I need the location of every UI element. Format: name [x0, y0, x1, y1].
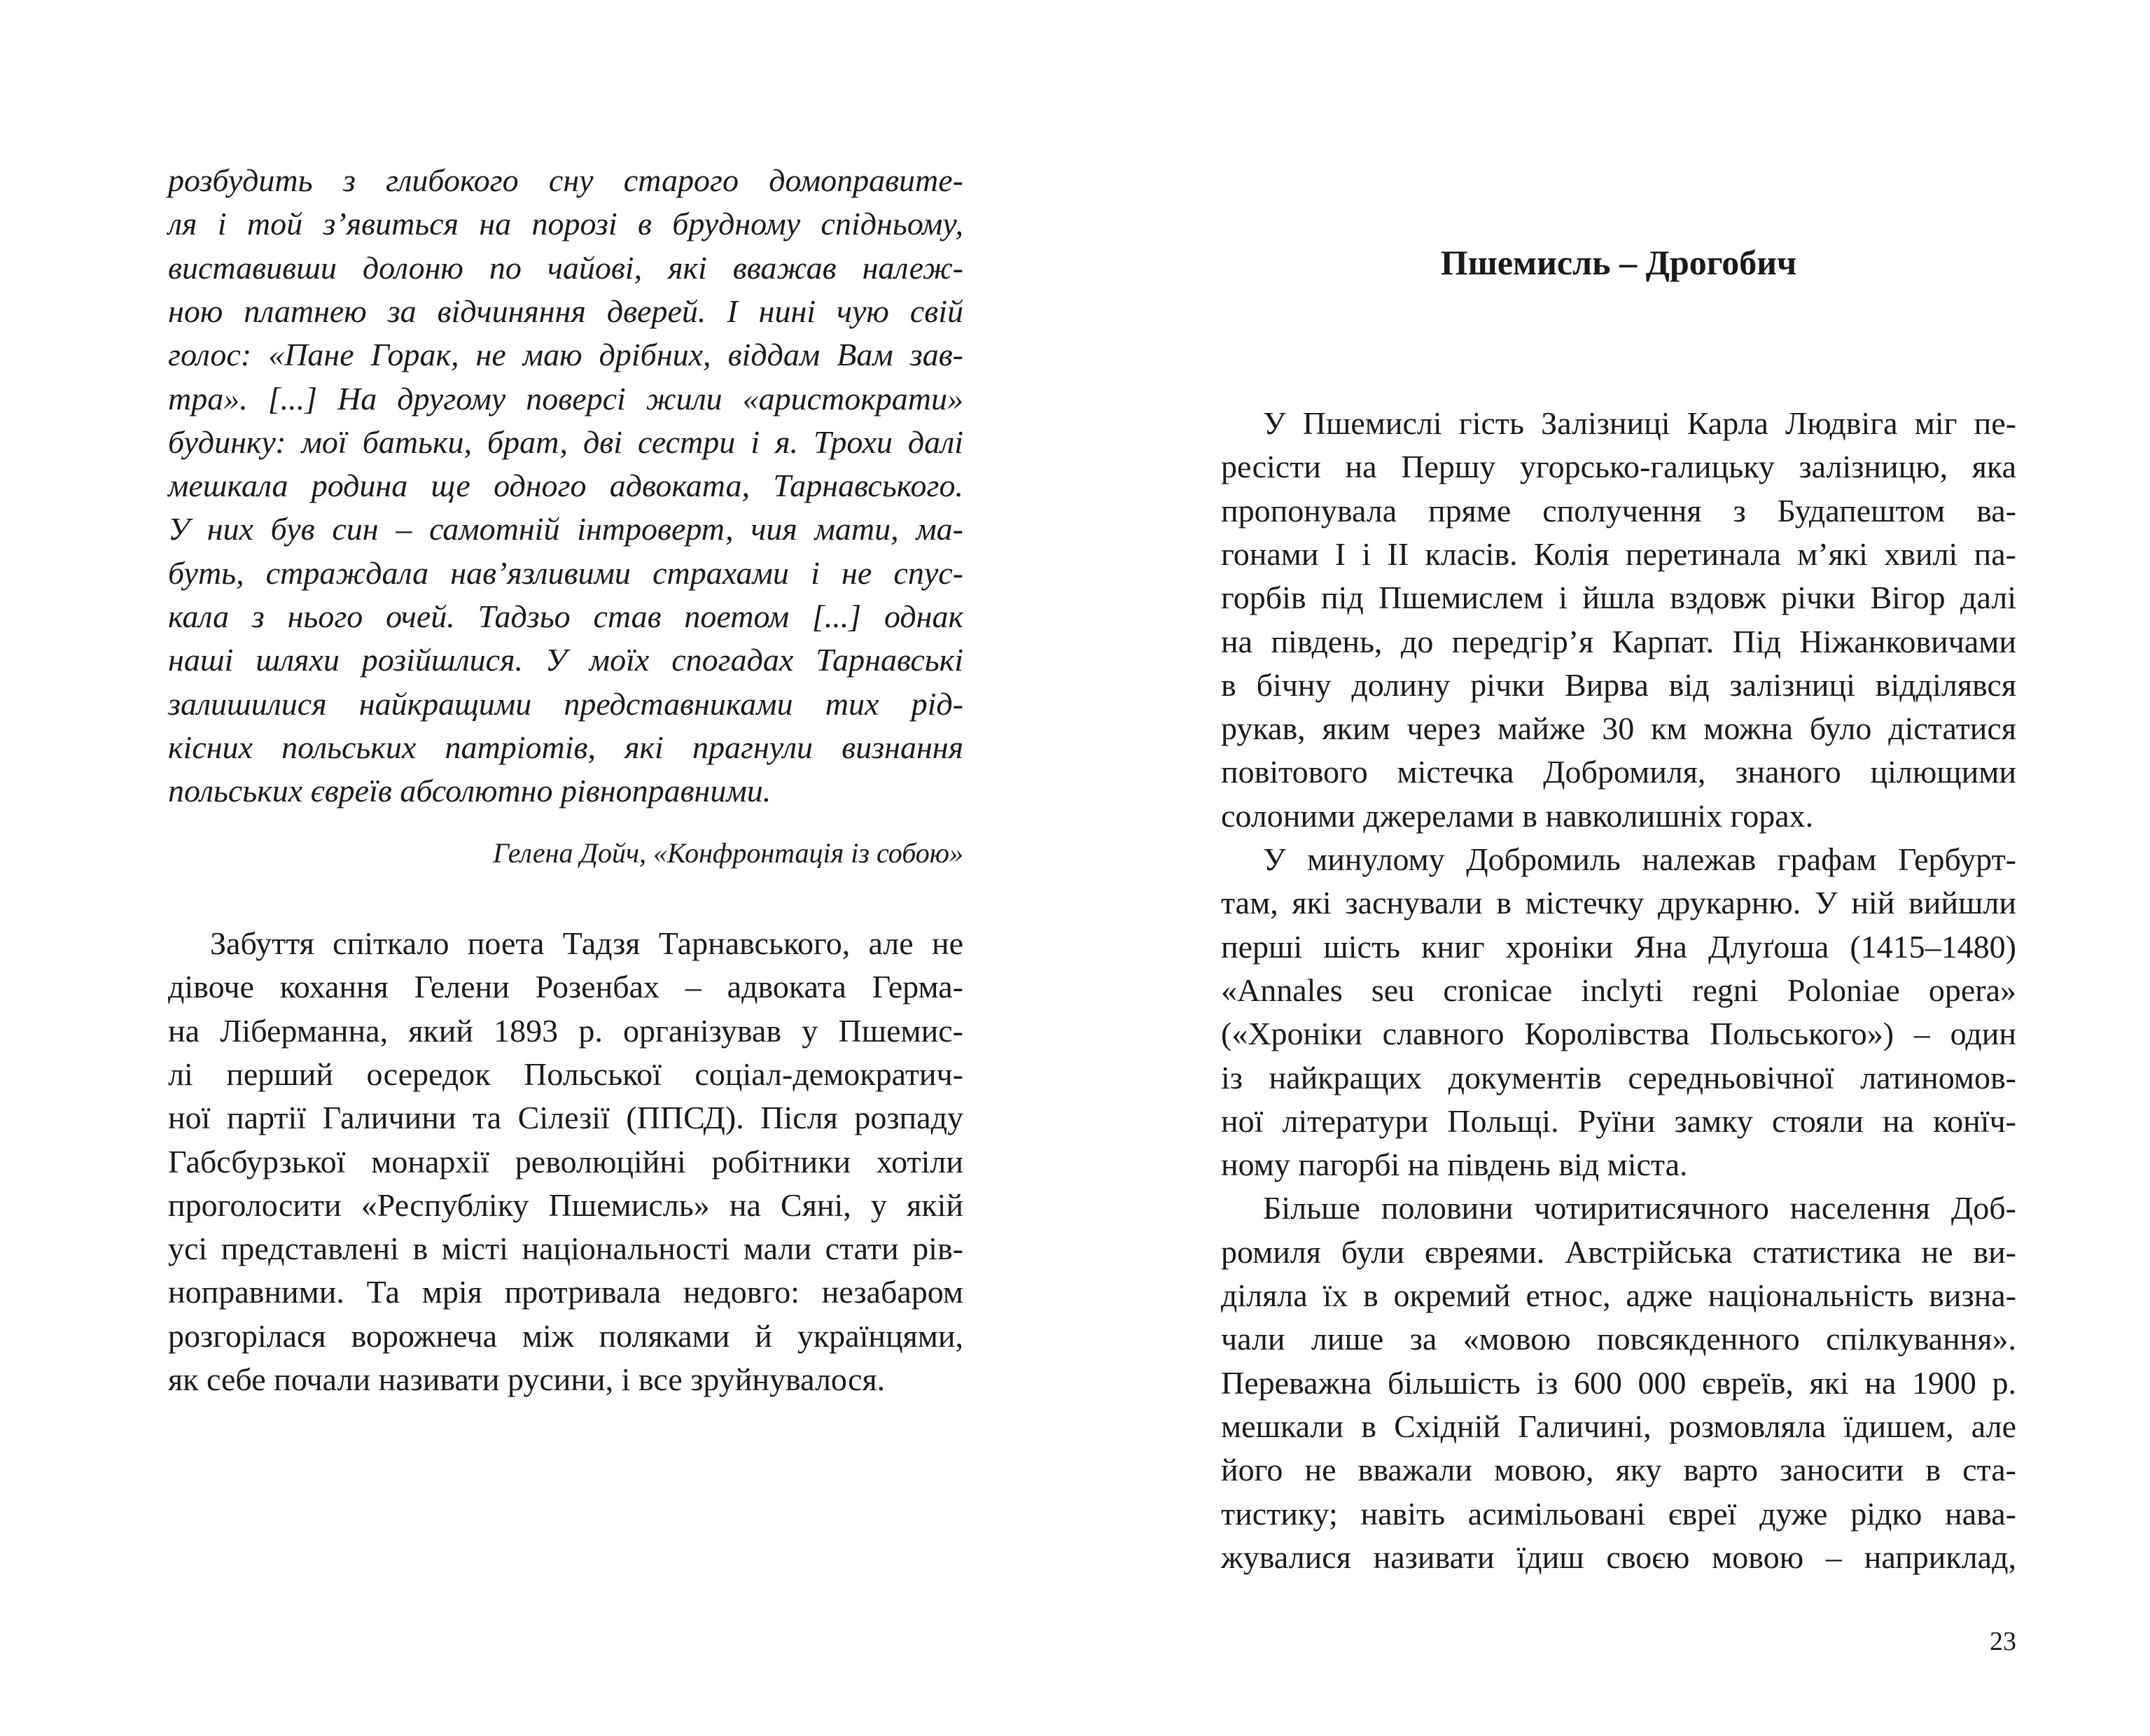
quote-line: У них був син – самотній інтроверт, чия мати, ма- — [168, 511, 963, 547]
body-line: там, які заснували в містечку друкарню. У ній вийшли — [1221, 885, 2016, 921]
body-line: «Annales seu cronicae inclyti regni Poloniae opera» — [1221, 972, 2016, 1008]
quote-line: кала з нього очей. Тадзьо став поетом [...] однак — [168, 598, 963, 634]
right-page — [1075, 0, 2150, 1736]
body-line: солоними джерелами в навколишніх горах. — [1221, 797, 1814, 834]
quote-line: розбудить з глибокого сну старого домоправите- — [168, 162, 963, 198]
body-line: ромиля були євреями. Австрійська статистика не ви- — [1221, 1233, 2016, 1270]
quote-line: ною платнею за відчиняння дверей. І нині чую свій — [168, 293, 963, 329]
body-line: Габсбурзької монархії революційні робітники хотіли — [168, 1143, 963, 1180]
body-line: повітового містечка Добромиля, знаного цілющими — [1221, 754, 2016, 790]
quote-line: тра». [...] На другому поверсі жили «аристократи» — [168, 380, 963, 416]
body-line: горбів під Пшемислем і йшла вздовж річки Вігор далі — [1221, 580, 2016, 616]
body-line: розгорілася ворожнеча між поляками й українцями, — [168, 1317, 963, 1354]
quote-line: залишилися найкращими представниками тих рід- — [168, 685, 963, 722]
quote-line: ля і той з’явиться на порозі в брудному спідньому, — [168, 206, 963, 242]
quote-line: буть, страждала нав’язливими страхами і не спус- — [168, 554, 963, 591]
body-line: чали лише за «мовою повсякденного спілкування». — [1221, 1321, 2016, 1357]
body-line: проголосити «Республіку Пшемисль» на Сяні, у якій — [168, 1186, 963, 1223]
quote-line: польських євреїв абсолютно рівноправними. — [168, 773, 772, 809]
quote-line: кісних польських патріотів, які прагнули визнання — [168, 729, 963, 765]
body-line: У Пшемислі гість Залізниці Карла Людвіга міг пе- — [1263, 405, 2016, 441]
quote-line: мешкала родина ще одного адвоката, Тарнавського. — [168, 468, 963, 504]
quote-line: наші шляхи розійшлися. У моїх спогадах Тарнавські — [168, 642, 963, 678]
body-line: Більше половини чотиритисячного населення Доб- — [1263, 1190, 2016, 1226]
epigraph-attribution: Гелена Дойч, «Конфронтація із собою» — [493, 837, 963, 869]
body-line: на Ліберманна, який 1893 р. організував у Пшемис- — [168, 1012, 963, 1049]
page-number: 23 — [1990, 1627, 2016, 1656]
body-line: пропонувала пряме сполучення з Будапештом ва- — [1221, 492, 2016, 528]
body-line: ресісти на Першу угорсько-галицьку залізницю, яка — [1221, 449, 2016, 485]
body-line: як себе почали називати русини, і все зруйнувалося. — [168, 1362, 886, 1397]
body-line: ної літератури Польщі. Руїни замку стояли на конїч- — [1221, 1102, 2016, 1139]
body-line: У минулому Добромиль належав графам Гербурт- — [1263, 841, 2016, 877]
body-line: його не вважали мовою, яку варто заносити в ста- — [1221, 1452, 2016, 1488]
body-line: усі представлені в місті національності мали стати рів- — [168, 1231, 963, 1267]
quote-line: виставивши долоню по чайові, які вважав належ- — [168, 249, 963, 286]
body-line: діляла їх в окремий етнос, адже національність визна- — [1221, 1278, 2016, 1313]
body-line: Переважна більшість із 600 000 євреїв, які на 1900 р. — [1221, 1364, 2016, 1401]
body-line: ному пагорбі на південь від міста. — [1221, 1147, 1688, 1183]
body-line: ноправними. Та мрія протривала недовго: незабаром — [168, 1274, 963, 1310]
body-line: дівоче кохання Гелени Розенбах – адвоката Герма- — [168, 969, 963, 1005]
body-line: тистику; навіть асимільовані євреї дуже рідко нава- — [1221, 1495, 2016, 1532]
body-line: Забуття спіткало поета Тадзя Тарнавського, але не — [210, 925, 963, 961]
quote-line: голос: «Пане Горак, не маю дрібних, віддам Вам зав- — [168, 337, 963, 373]
body-line: перші шість книг хроніки Яна Длуґоша (1415–1480) — [1221, 928, 2016, 965]
body-line: («Хроніки славного Королівства Польського») – один — [1221, 1016, 2016, 1052]
body-line: рукав, яким через майже 30 км можна було дістатися — [1221, 710, 2016, 747]
body-line: мешкали в Східній Галичині, розмовляла їдишем, але — [1221, 1408, 2016, 1444]
body-line: в бічну долину річки Вирва від залізниці відділявся — [1221, 666, 2016, 703]
body-line: на південь, до передгір’я Карпат. Під Ніжанковичами — [1221, 623, 2016, 659]
body-line: із найкращих документів середньовічної латиномов- — [1221, 1059, 2016, 1096]
body-line: ної партії Галичини та Сілезії (ППСД). Після розпаду — [168, 1100, 963, 1136]
body-line: жувалися називати їдиш своєю мовою – наприклад, — [1221, 1539, 2016, 1575]
chapter-title: Пшемисль – Дрогобич — [1440, 243, 1797, 282]
body-line: лі перший осередок Польської соціал-демократич- — [168, 1056, 963, 1092]
body-line: гонами I і II класів. Колія перетинала м’які хвилі па- — [1221, 536, 2016, 572]
quote-line: будинку: мої батьки, брат, дві сестри і я. Трохи далі — [168, 424, 963, 460]
